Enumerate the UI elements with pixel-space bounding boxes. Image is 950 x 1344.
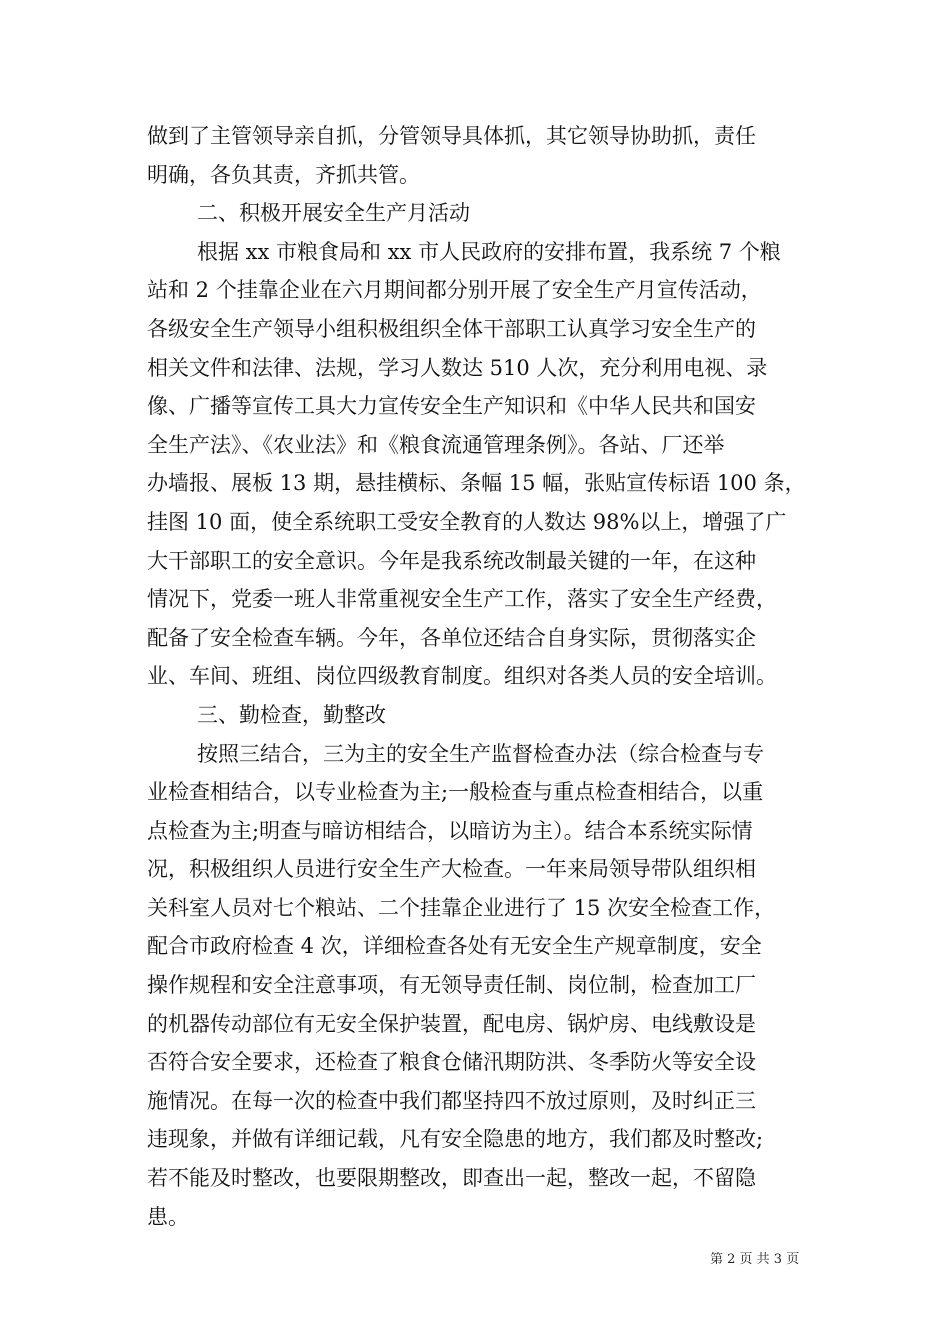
text-line: 违现象，并做有详细记载，凡有安全隐患的地方，我们都及时整改; [147, 1127, 764, 1152]
section-heading: 二、积极开展安全生产月活动 [197, 201, 470, 226]
text-line: 挂图 10 面，使全系统职工受安全教育的人数达 98%以上，增强了广 [147, 509, 787, 534]
text-line: 各级安全生产领导小组积极组织全体干部职工认真学习安全生产的 [147, 316, 756, 341]
text-line: 患。 [147, 1204, 189, 1229]
text-line: 根据 xx 市粮食局和 xx 市人民政府的安排布置，我系统 7 个粮 [197, 239, 781, 264]
section-heading: 三、勤检查，勤整改 [197, 702, 386, 727]
text-line: 况，积极组织人员进行安全生产大检查。一年来局领导带队组织相 [147, 857, 756, 882]
text-line: 的机器传动部位有无安全保护装置，配电房、锅炉房、电线敷设是 [147, 1011, 756, 1036]
text-line: 按照三结合，三为主的安全生产监督检查办法（综合检查与专 [197, 741, 764, 766]
text-line: 全生产法》、《农业法》和《粮食流通管理条例》。各站、厂还举 [147, 432, 725, 457]
text-line: 否符合安全要求，还检查了粮食仓储汛期防洪、冬季防火等安全设 [147, 1050, 756, 1075]
text-line: 站和 2 个挂靠企业在六月期间都分别开展了安全生产月宣传活动， [147, 278, 762, 303]
text-line: 点检查为主;明查与暗访相结合，以暗访为主）。结合本系统实际情 [147, 818, 753, 843]
text-line: 配备了安全检查车辆。今年，各单位还结合自身实际，贯彻落实企 [147, 625, 756, 650]
text-line: 情况下，党委一班人非常重视安全生产工作，落实了安全生产经费， [147, 587, 777, 612]
text-line: 办墙报、展板 13 期，悬挂横标、条幅 15 幅，张贴宣传标语 100 条， [147, 471, 806, 496]
text-line: 业、车间、班组、岗位四级教育制度。组织对各类人员的安全培训。 [147, 664, 777, 689]
text-line: 操作规程和安全注意事项，有无领导责任制、岗位制，检查加工厂 [147, 973, 756, 998]
text-line: 大干部职工的安全意识。今年是我系统改制最关键的一年，在这种 [147, 548, 756, 573]
text-line: 施情况。在每一次的检查中我们都坚持四不放过原则，及时纠正三 [147, 1088, 756, 1113]
text-line: 做到了主管领导亲自抓，分管领导具体抓，其它领导协助抓，责任 [147, 124, 756, 148]
text-line: 关科室人员对七个粮站、二个挂靠企业进行了 15 次安全检查工作， [147, 895, 776, 920]
text-line: 明确，各负其责，齐抓共管。 [147, 162, 420, 187]
text-line: 若不能及时整改，也要限期整改，即查出一起，整改一起，不留隐 [147, 1166, 756, 1191]
text-line: 相关文件和法律、法规，学习人数达 510 人次，充分利用电视、录 [147, 355, 768, 380]
body-text [147, 117, 807, 1236]
text-line: 业检查相结合，以专业检查为主;一般检查与重点检查相结合，以重 [147, 780, 764, 805]
text-line: 配合市政府检查 4 次，详细检查各处有无安全生产规章制度，安全 [147, 934, 762, 959]
page-number: 第 2 页 共 3 页 [710, 1252, 800, 1267]
text-line: 像、广播等宣传工具大力宣传安全生产知识和《中华人民共和国安 [147, 394, 756, 419]
